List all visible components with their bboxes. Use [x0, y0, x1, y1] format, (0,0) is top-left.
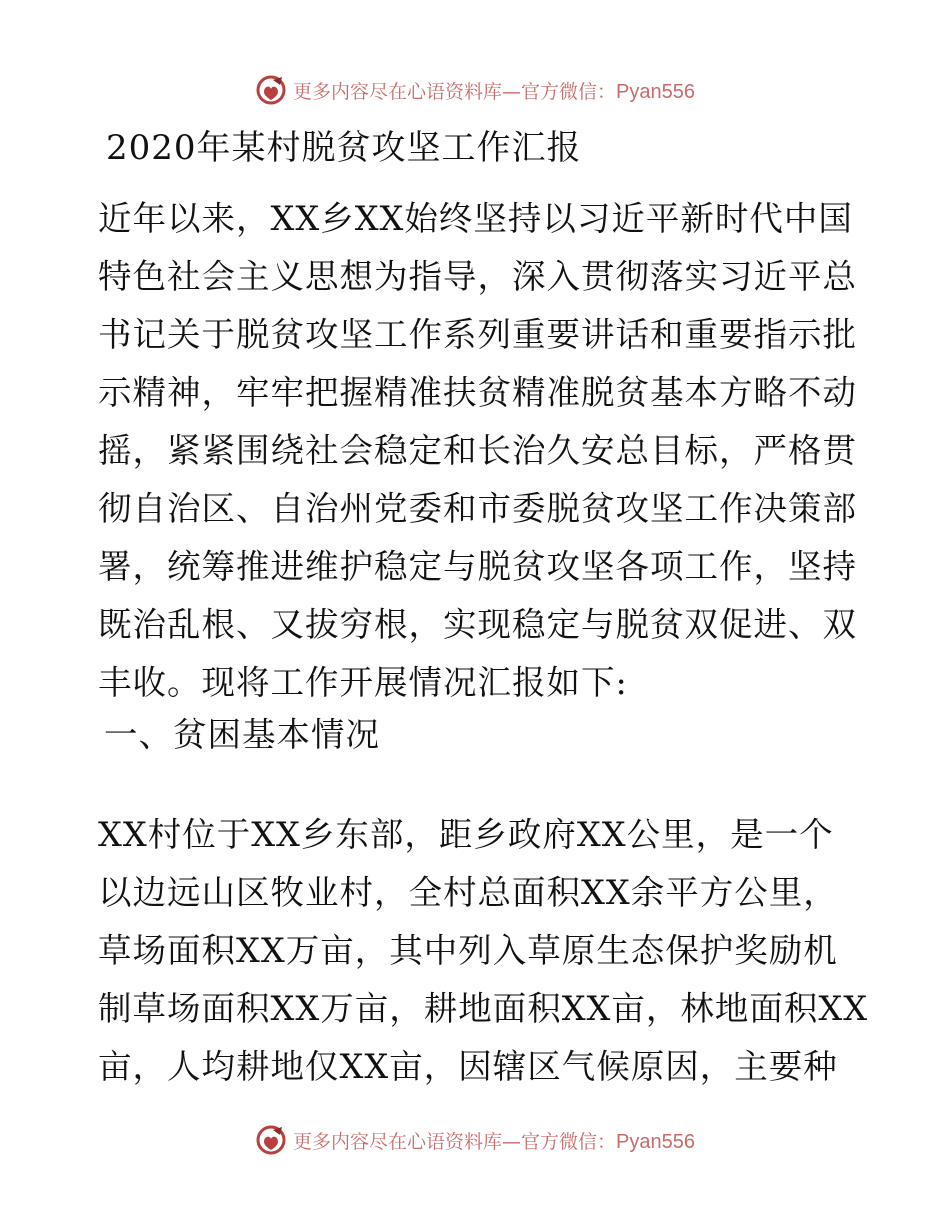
- watermark-wechat-id: Pyan556: [616, 80, 695, 103]
- section-1-paragraph: [98, 806, 869, 1096]
- paragraph-line: 彻自治区、自治州党委和市委脱贫攻坚工作决策部: [98, 489, 857, 528]
- paragraph-line: 既治乱根、又拔穷根，实现稳定与脱贫双促进、双: [98, 605, 857, 644]
- paragraph-line: 特色社会主义思想为指导，深入贯彻落实习近平总: [98, 257, 857, 296]
- paragraph-line: 近年以来，XX乡XX始终坚持以习近平新时代中国: [98, 199, 853, 238]
- header-watermark: [0, 70, 950, 110]
- watermark-text: 更多内容尽在心语资料库—官方微信：Pyan556: [293, 1130, 695, 1153]
- paragraph-line: 制草场面积XX万亩，耕地面积XX亩，林地面积XX: [98, 989, 869, 1028]
- paragraph-line: 以边远山区牧业村，全村总面积XX余平方公里，: [98, 873, 838, 912]
- paragraph-line: 亩，人均耕地仅XX亩，因辖区气候原因，主要种: [98, 1047, 838, 1086]
- watermark-wechat-id: Pyan556: [616, 1130, 695, 1153]
- watermark-text: 更多内容尽在心语资料库—官方微信：Pyan556: [293, 80, 695, 103]
- paragraph-line: 摇，紧紧围绕社会稳定和长治久安总目标，严格贯: [98, 431, 857, 470]
- intro-paragraph: [98, 190, 858, 712]
- heart-pen-logo-icon: [255, 74, 287, 106]
- paragraph-line: 署，统筹推进维护稳定与脱贫攻坚各项工作，坚持: [98, 547, 857, 586]
- document-title: 2020年某村脱贫攻坚工作汇报: [106, 128, 582, 168]
- paragraph-line: 草场面积XX万亩，其中列入草原生态保护奖励机: [98, 931, 838, 970]
- paragraph-line: XX村位于XX乡东部，距乡政府XX公里，是一个: [98, 815, 834, 854]
- heart-pen-logo-icon: [255, 1124, 287, 1156]
- paragraph-line: 书记关于脱贫攻坚工作系列重要讲话和重要指示批: [98, 315, 857, 354]
- paragraph-line: 示精神，牢牢把握精准扶贫精准脱贫基本方略不动: [98, 373, 857, 412]
- footer-watermark: [0, 1120, 950, 1160]
- section-heading: 一、贫困基本情况: [104, 715, 380, 754]
- paragraph-line: 丰收。现将工作开展情况汇报如下:: [98, 663, 628, 702]
